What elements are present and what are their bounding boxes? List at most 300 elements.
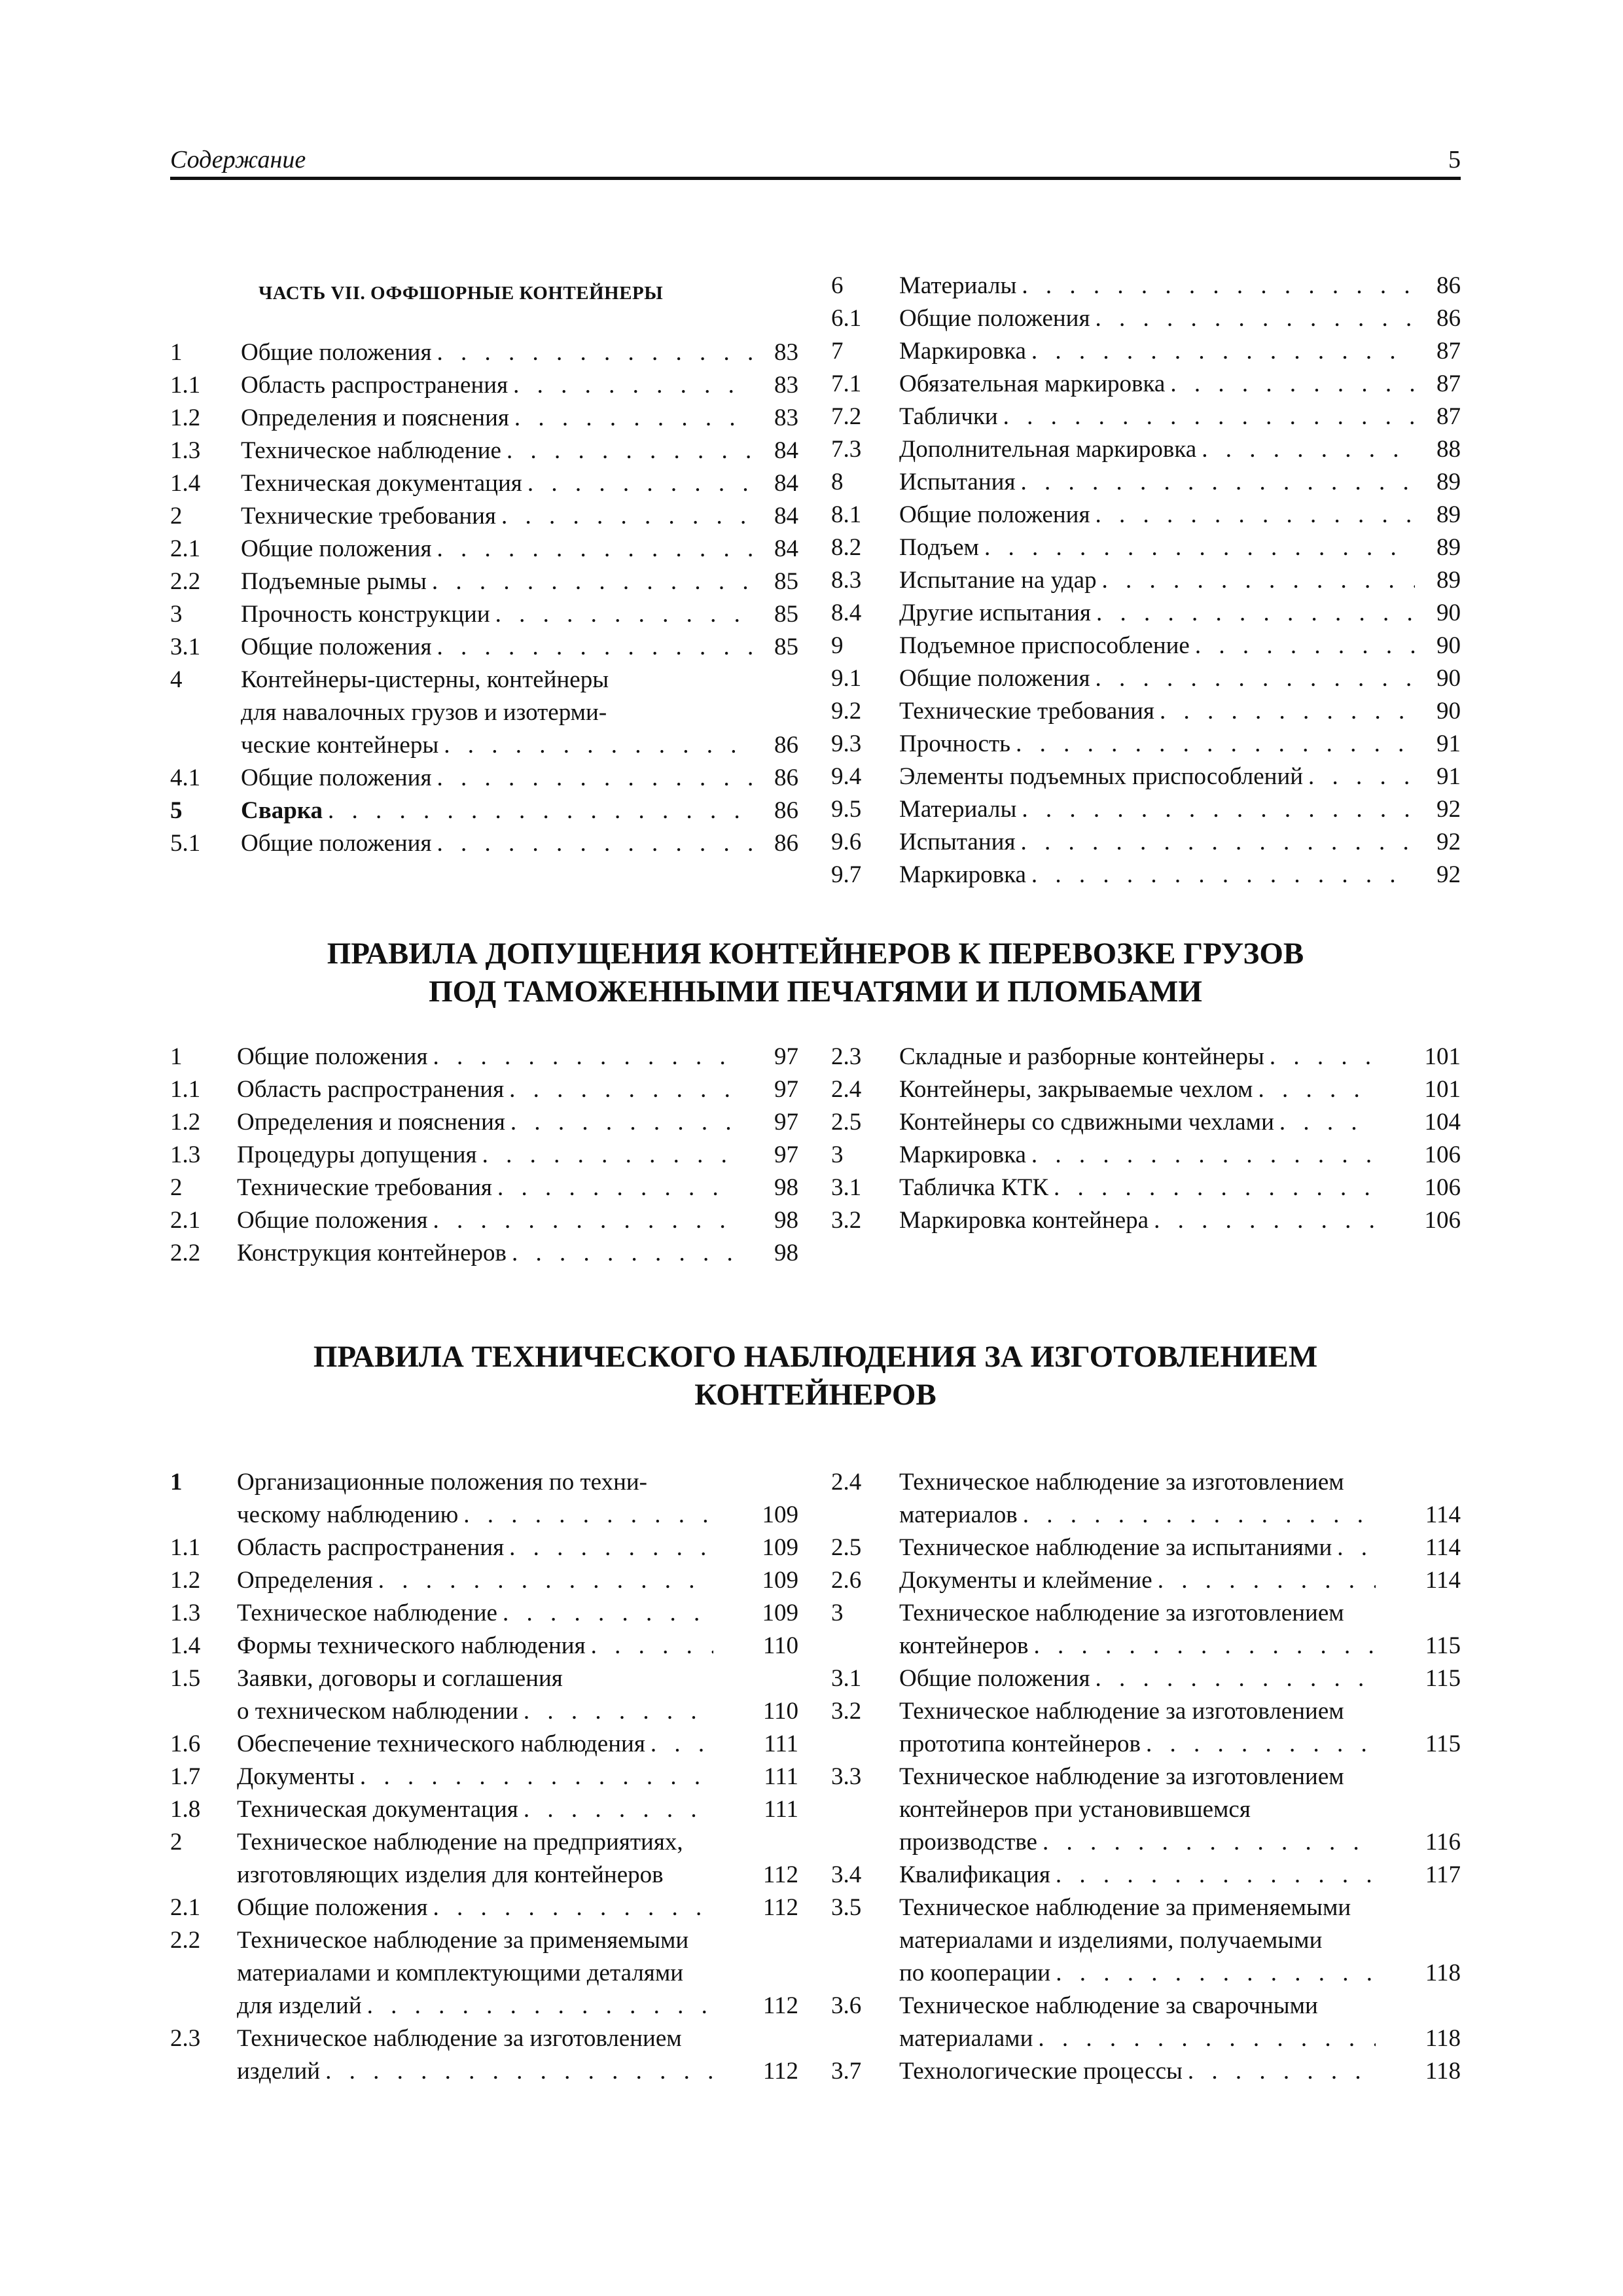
toc-entry-text: [899, 1041, 1376, 1073]
toc-entry-text: [237, 1695, 713, 1728]
toc-entry-number: 1.6: [170, 1731, 201, 1757]
toc-entry-line: [170, 664, 798, 696]
toc-entry-title: изготовляющих изделия для контейнеров: [237, 1861, 664, 1888]
toc-entry-number: 7.2: [831, 403, 862, 430]
toc-entry-number: 2.3: [831, 1043, 862, 1070]
toc-entry-text: [241, 827, 753, 860]
toc-entry-number: 2: [170, 503, 183, 529]
toc-entry-text: [899, 1662, 1376, 1695]
toc-entry-line: [831, 499, 1461, 531]
dot-leader: [1332, 1532, 1376, 1564]
toc-entry-line: [170, 2055, 798, 2088]
toc-entry-page: 106: [1424, 1207, 1461, 1234]
toc-entry-line: [831, 1859, 1461, 1892]
toc-entry-text: [899, 1630, 1376, 1662]
toc-entry-line: [831, 1204, 1461, 1237]
toc-entry-title: Область распространения: [237, 1534, 505, 1561]
toc-entry-line: [170, 1630, 798, 1662]
toc-entry-page: 84: [774, 535, 798, 562]
toc-entry-text: [241, 696, 798, 729]
dot-leader: [1274, 1106, 1376, 1139]
toc-entry-page: 118: [1425, 2025, 1461, 2052]
toc-entry-page: 86: [774, 830, 798, 857]
toc-entry-number: 6.1: [831, 305, 862, 332]
toc-entry-line: [170, 1041, 798, 1073]
toc-entry-page: 86: [774, 732, 798, 759]
dot-leader: [1090, 662, 1415, 695]
section-title-line: ПРАВИЛА ДОПУЩЕНИЯ КОНТЕЙНЕРОВ К ПЕРЕВОЗКЕ ГРУЗОВ: [327, 937, 1304, 971]
toc-entry-title: Техническое наблюдение за изготовлением: [899, 1469, 1344, 1496]
toc-entry-title: Документы и клеймение: [899, 1567, 1152, 1594]
toc-entry-title: Заявки, договоры и соглашения: [237, 1665, 563, 1692]
toc-entry-text: [899, 531, 1415, 564]
toc-entry-number: 9.5: [831, 796, 862, 823]
dot-leader: [1016, 793, 1415, 826]
toc-entry-number: 1.4: [170, 470, 201, 497]
dot-leader: [1018, 1499, 1376, 1532]
toc-entry-number: 1.3: [170, 1600, 201, 1626]
toc-entry-line: [170, 2022, 798, 2055]
toc-entry-line: [831, 1793, 1461, 1826]
toc-entry-text: [237, 1761, 713, 1793]
dot-leader: [490, 598, 753, 631]
dot-leader: [431, 762, 753, 795]
toc-entry-line: [831, 2022, 1461, 2055]
toc-column-part7-left: [170, 336, 798, 860]
toc-entry-number: 2: [170, 1174, 183, 1201]
toc-entry-title: Таблички: [899, 403, 998, 430]
toc-entry-title: Формы технического наблюдения: [237, 1632, 586, 1659]
dot-leader: [492, 1172, 733, 1204]
toc-entry-text: [899, 433, 1415, 466]
toc-entry-title: Общие положения: [241, 339, 432, 366]
toc-entry-title: Конструкция контейнеров: [237, 1240, 507, 1266]
toc-entry-text: [241, 664, 798, 696]
toc-entry-number: 7.3: [831, 436, 862, 463]
dot-leader: [501, 435, 753, 467]
toc-entry-page: 114: [1425, 1534, 1461, 1561]
toc-entry-number: 3.3: [831, 1763, 862, 1790]
toc-entry-page: 114: [1425, 1501, 1461, 1528]
toc-entry-page: 87: [1436, 403, 1461, 430]
toc-entry-text: [899, 2022, 1376, 2055]
toc-entry-number: 1.8: [170, 1796, 201, 1823]
toc-entry-line: [170, 1597, 798, 1630]
dot-leader: [1196, 433, 1415, 466]
toc-entry-number: 3: [170, 601, 183, 628]
toc-entry-page: 118: [1425, 1960, 1461, 1986]
toc-entry-line: [170, 1139, 798, 1172]
toc-entry-title: Сварка: [241, 797, 323, 824]
toc-entry-title: Общие положения: [241, 634, 432, 660]
toc-entry-page: 101: [1424, 1076, 1461, 1103]
toc-entry-number: 3.7: [831, 2058, 862, 2085]
toc-entry-page: 86: [1436, 305, 1461, 332]
toc-entry-page: 86: [774, 764, 798, 791]
toc-column-part7-right: [831, 270, 1461, 891]
toc-entry-text: [237, 1662, 798, 1695]
toc-entry-title: Подъемные рымы: [241, 568, 427, 595]
toc-entry-text: [899, 1957, 1376, 1990]
dot-leader: [1253, 1073, 1376, 1106]
toc-entry-number: 3.1: [831, 1665, 862, 1692]
toc-entry-title: для изделий: [237, 1992, 362, 2019]
toc-entry-line: [831, 826, 1461, 859]
toc-entry-title: Элементы подъемных приспособлений: [899, 763, 1304, 790]
toc-entry-line: [831, 1957, 1461, 1990]
dot-leader: [1091, 597, 1415, 630]
toc-entry-page: 116: [1425, 1829, 1461, 1856]
toc-entry-number: 1.3: [170, 1141, 201, 1168]
dot-leader: [438, 729, 753, 762]
dot-leader: [504, 1073, 733, 1106]
toc-entry-line: [170, 1073, 798, 1106]
toc-entry-page: 104: [1424, 1109, 1461, 1136]
toc-entry-page: 92: [1436, 829, 1461, 855]
toc-entry-title: Контейнеры, закрываемые чехлом: [899, 1076, 1253, 1103]
toc-entry-number: 2.5: [831, 1534, 862, 1561]
dot-leader: [431, 336, 753, 369]
toc-entry-text: [899, 1532, 1376, 1564]
toc-entry-title: ческому наблюдению: [237, 1501, 459, 1528]
toc-entry-title: Техническое наблюдение за изготовлением: [899, 1763, 1344, 1790]
toc-entry-number: 1.1: [170, 1076, 201, 1103]
toc-column-customs-right: [831, 1041, 1461, 1237]
dot-leader: [431, 533, 753, 565]
toc-entry-text: [899, 630, 1415, 662]
toc-entry-title: Маркировка контейнера: [899, 1207, 1149, 1234]
toc-entry-title: Контейнеры-цистерны, контейнеры: [241, 666, 609, 693]
toc-entry-title: контейнеров при установившемся: [899, 1796, 1251, 1823]
toc-entry-text: [899, 499, 1415, 531]
toc-entry-line: [170, 565, 798, 598]
toc-entry-number: 1: [170, 1043, 183, 1070]
toc-entry-line: [831, 1597, 1461, 1630]
toc-entry-line: [170, 729, 798, 762]
toc-entry-text: [899, 1139, 1376, 1172]
toc-entry-text: [899, 1793, 1461, 1826]
toc-entry-text: [237, 1139, 733, 1172]
toc-entry-line: [170, 402, 798, 435]
toc-entry-text: [237, 1532, 713, 1564]
toc-entry-line: [170, 1532, 798, 1564]
dot-leader: [979, 531, 1415, 564]
dot-leader: [586, 1630, 713, 1662]
toc-entry-title: материалами и изделиями, получаемыми: [899, 1927, 1323, 1954]
toc-entry-number: 7.1: [831, 370, 862, 397]
toc-entry-page: 112: [762, 1992, 798, 2019]
dot-leader: [1026, 1139, 1376, 1172]
toc-entry-title: Обязательная маркировка: [899, 370, 1166, 397]
toc-entry-number: 3.6: [831, 1992, 862, 2019]
toc-entry-title: Общие положения: [237, 1894, 428, 1921]
toc-entry-line: [831, 728, 1461, 761]
toc-entry-page: 91: [1436, 763, 1461, 790]
toc-entry-page: 118: [1425, 2058, 1461, 2085]
toc-entry-title: Испытания: [899, 829, 1016, 855]
toc-entry-number: 2.5: [831, 1109, 862, 1136]
toc-entry-line: [831, 1139, 1461, 1172]
dot-leader: [645, 1728, 713, 1761]
dot-leader: [518, 1695, 713, 1728]
toc-entry-title: Техническое наблюдение за изготовлением: [899, 1698, 1344, 1725]
toc-entry-line: [831, 1106, 1461, 1139]
toc-entry-number: 8.2: [831, 534, 862, 561]
toc-entry-text: [899, 466, 1415, 499]
toc-entry-line: [831, 433, 1461, 466]
toc-entry-number: 3.1: [831, 1174, 862, 1201]
toc-entry-title: Общие положения: [899, 1665, 1090, 1692]
dot-leader: [509, 402, 753, 435]
toc-entry-title: Табличка КТК: [899, 1174, 1048, 1201]
toc-entry-number: 2: [170, 1829, 183, 1856]
toc-entry-title: Общие положения: [241, 830, 432, 857]
toc-entry-text: [899, 1466, 1461, 1499]
toc-entry-title: Контейнеры со сдвижными чехлами: [899, 1109, 1274, 1136]
toc-entry-title: Общие положения: [899, 305, 1090, 332]
toc-entry-page: 83: [774, 404, 798, 431]
toc-entry-number: 5: [170, 797, 183, 824]
toc-entry-text: [237, 1728, 713, 1761]
toc-entry-text: [237, 1957, 798, 1990]
toc-entry-page: 87: [1436, 370, 1461, 397]
toc-entry-page: 85: [774, 601, 798, 628]
toc-entry-text: [899, 793, 1415, 826]
dot-leader: [1090, 302, 1415, 335]
dot-leader: [1026, 335, 1415, 368]
toc-entry-text: [899, 302, 1415, 335]
toc-entry-page: 112: [762, 1894, 798, 1921]
toc-entry-line: [831, 761, 1461, 793]
toc-entry-text: [899, 761, 1415, 793]
toc-entry-number: 2.6: [831, 1567, 862, 1594]
toc-entry-number: 5.1: [170, 830, 201, 857]
toc-entry-page: 115: [1425, 1731, 1461, 1757]
toc-entry-page: 115: [1425, 1632, 1461, 1659]
toc-entry-text: [899, 1761, 1461, 1793]
toc-entry-number: 3.5: [831, 1894, 862, 1921]
toc-entry-number: 9.1: [831, 665, 862, 692]
toc-entry-line: [831, 564, 1461, 597]
toc-entry-line: [170, 1826, 798, 1859]
toc-entry-title: Обеспечение технического наблюдения: [237, 1731, 645, 1757]
dot-leader: [431, 631, 753, 664]
toc-entry-title: материалов: [899, 1501, 1018, 1528]
header-rule: [170, 177, 1461, 180]
toc-entry-line: [831, 1630, 1461, 1662]
toc-entry-text: [237, 1073, 733, 1106]
toc-entry-title: Общие положения: [241, 764, 432, 791]
toc-entry-title: Определения и пояснения: [237, 1109, 505, 1136]
toc-entry-number: 9: [831, 632, 844, 659]
toc-entry-title: Другие испытания: [899, 600, 1091, 626]
toc-entry-page: 90: [1436, 632, 1461, 659]
toc-entry-page: 89: [1436, 501, 1461, 528]
toc-entry-line: [170, 1466, 798, 1499]
toc-entry-page: 98: [774, 1240, 798, 1266]
toc-entry-title: производстве: [899, 1829, 1037, 1856]
dot-leader: [431, 827, 753, 860]
toc-entry-line: [831, 695, 1461, 728]
toc-entry-page: 86: [1436, 272, 1461, 299]
toc-column-customs-left: [170, 1041, 798, 1270]
toc-entry-number: 7: [831, 338, 844, 365]
toc-entry-line: [170, 467, 798, 500]
section-title-line: ПРАВИЛА ТЕХНИЧЕСКОГО НАБЛЮДЕНИЯ ЗА ИЗГОТОВЛЕНИЕМ: [313, 1340, 1318, 1374]
toc-entry-page: 87: [1436, 338, 1461, 365]
toc-entry-text: [899, 1073, 1376, 1106]
toc-entry-title: Технические требования: [241, 503, 496, 529]
toc-entry-number: 6: [831, 272, 844, 299]
toc-entry-line: [831, 531, 1461, 564]
dot-leader: [1026, 859, 1415, 891]
toc-entry-page: 90: [1436, 665, 1461, 692]
toc-entry-text: [241, 369, 753, 402]
toc-entry-number: 1.1: [170, 1534, 201, 1561]
toc-entry-number: 3.2: [831, 1207, 862, 1234]
toc-entry-title: Складные и разборные контейнеры: [899, 1043, 1264, 1070]
dot-leader: [1097, 564, 1415, 597]
toc-entry-line: [170, 1662, 798, 1695]
dot-leader: [362, 1990, 713, 2022]
toc-entry-text: [241, 762, 753, 795]
dot-leader: [508, 369, 753, 402]
toc-entry-number: 1.2: [170, 1567, 201, 1594]
toc-entry-page: 112: [762, 2058, 798, 2085]
toc-entry-text: [241, 533, 753, 565]
toc-entry-text: [899, 564, 1415, 597]
toc-entry-page: 109: [762, 1501, 798, 1528]
toc-entry-line: [831, 1041, 1461, 1073]
toc-entry-line: [170, 1728, 798, 1761]
toc-entry-line: [170, 1172, 798, 1204]
toc-entry-title: Техническая документация: [241, 470, 522, 497]
toc-entry-line: [831, 1728, 1461, 1761]
toc-entry-title: Область распространения: [237, 1076, 505, 1103]
toc-entry-title: Испытания: [899, 469, 1016, 495]
toc-entry-number: 3: [831, 1141, 844, 1168]
toc-entry-page: 89: [1436, 534, 1461, 561]
toc-entry-line: [831, 859, 1461, 891]
toc-entry-number: 8.3: [831, 567, 862, 594]
toc-entry-line: [170, 598, 798, 631]
toc-entry-text: [241, 729, 753, 762]
toc-entry-title: Определения: [237, 1567, 373, 1594]
toc-entry-page: 85: [774, 634, 798, 660]
toc-entry-title: Подъем: [899, 534, 979, 561]
toc-entry-text: [237, 1859, 713, 1892]
page-header-title: Содержание: [170, 146, 306, 173]
section-title-line: ПОД ТАМОЖЕННЫМИ ПЕЧАТЯМИ И ПЛОМБАМИ: [429, 975, 1202, 1009]
toc-entry-title: Документы: [237, 1763, 355, 1790]
toc-entry-title: Техническое наблюдение на предприятиях,: [237, 1829, 683, 1856]
dot-leader: [1015, 466, 1415, 499]
toc-entry-page: 90: [1436, 698, 1461, 725]
toc-entry-page: 84: [774, 437, 798, 464]
toc-entry-text: [899, 1826, 1376, 1859]
toc-entry-text: [899, 695, 1415, 728]
toc-entry-title: Техническое наблюдение за изготовлением: [237, 2025, 682, 2052]
toc-entry-page: 97: [774, 1141, 798, 1168]
toc-entry-page: 83: [774, 372, 798, 399]
toc-entry-text: [899, 401, 1415, 433]
toc-entry-page: 84: [774, 503, 798, 529]
toc-entry-text: [237, 1466, 798, 1499]
toc-entry-number: 9.4: [831, 763, 862, 790]
toc-entry-line: [831, 302, 1461, 335]
toc-entry-text: [237, 1924, 798, 1957]
toc-entry-number: 9.6: [831, 829, 862, 855]
toc-entry-text: [237, 2022, 798, 2055]
toc-entry-line: [170, 369, 798, 402]
toc-entry-line: [170, 696, 798, 729]
toc-entry-text: [899, 859, 1415, 891]
toc-entry-line: [831, 1892, 1461, 1924]
toc-entry-text: [899, 728, 1415, 761]
toc-entry-number: 2.4: [831, 1469, 862, 1496]
toc-entry-number: 1.2: [170, 404, 201, 431]
toc-entry-text: [237, 1172, 733, 1204]
toc-entry-title: Прочность: [899, 730, 1011, 757]
toc-entry-page: 112: [762, 1861, 798, 1888]
toc-entry-title: Техническое наблюдение за изготовлением: [899, 1600, 1344, 1626]
toc-entry-page: 97: [774, 1043, 798, 1070]
toc-entry-line: [831, 1532, 1461, 1564]
toc-entry-line: [170, 435, 798, 467]
dot-leader: [1141, 1728, 1376, 1761]
dot-leader: [477, 1139, 733, 1172]
toc-entry-text: [899, 1172, 1376, 1204]
toc-entry-page: 98: [774, 1207, 798, 1234]
toc-entry-line: [831, 401, 1461, 433]
dot-leader: [320, 2055, 713, 2088]
toc-entry-text: [899, 335, 1415, 368]
toc-entry-number: 2.3: [170, 2025, 201, 2052]
toc-entry-text: [241, 336, 753, 369]
dot-leader: [1050, 1957, 1376, 1990]
toc-entry-text: [899, 1859, 1376, 1892]
toc-entry-line: [831, 1073, 1461, 1106]
dot-leader: [1154, 695, 1415, 728]
dot-leader: [1090, 1662, 1376, 1695]
toc-entry-number: 2.2: [170, 1240, 201, 1266]
toc-entry-page: 115: [1425, 1665, 1461, 1692]
toc-entry-title: контейнеров: [899, 1632, 1029, 1659]
toc-entry-page: 92: [1436, 796, 1461, 823]
toc-entry-text: [237, 1990, 713, 2022]
toc-entry-page: 98: [774, 1174, 798, 1201]
toc-entry-line: [831, 368, 1461, 401]
toc-entry-page: 111: [764, 1731, 798, 1757]
toc-entry-text: [899, 826, 1415, 859]
toc-entry-page: 110: [762, 1698, 798, 1725]
toc-entry-title: ческие контейнеры: [241, 732, 439, 759]
section-title-line: КОНТЕЙНЕРОВ: [694, 1378, 936, 1412]
toc-entry-title: Общие положения: [899, 665, 1090, 692]
toc-entry-text: [241, 795, 753, 827]
toc-entry-title: материалами и комплектующими деталями: [237, 1960, 684, 1986]
dot-leader: [505, 1106, 733, 1139]
toc-entry-line: [170, 1990, 798, 2022]
toc-entry-text: [899, 368, 1415, 401]
toc-entry-page: 110: [762, 1632, 798, 1659]
page-number: 5: [1448, 146, 1461, 173]
toc-entry-page: 117: [1425, 1861, 1461, 1888]
toc-entry-line: [831, 597, 1461, 630]
toc-entry-title: Техническое наблюдение за испытаниями: [899, 1534, 1332, 1561]
dot-leader: [1165, 368, 1415, 401]
toc-entry-title: Процедуры допущения: [237, 1141, 477, 1168]
